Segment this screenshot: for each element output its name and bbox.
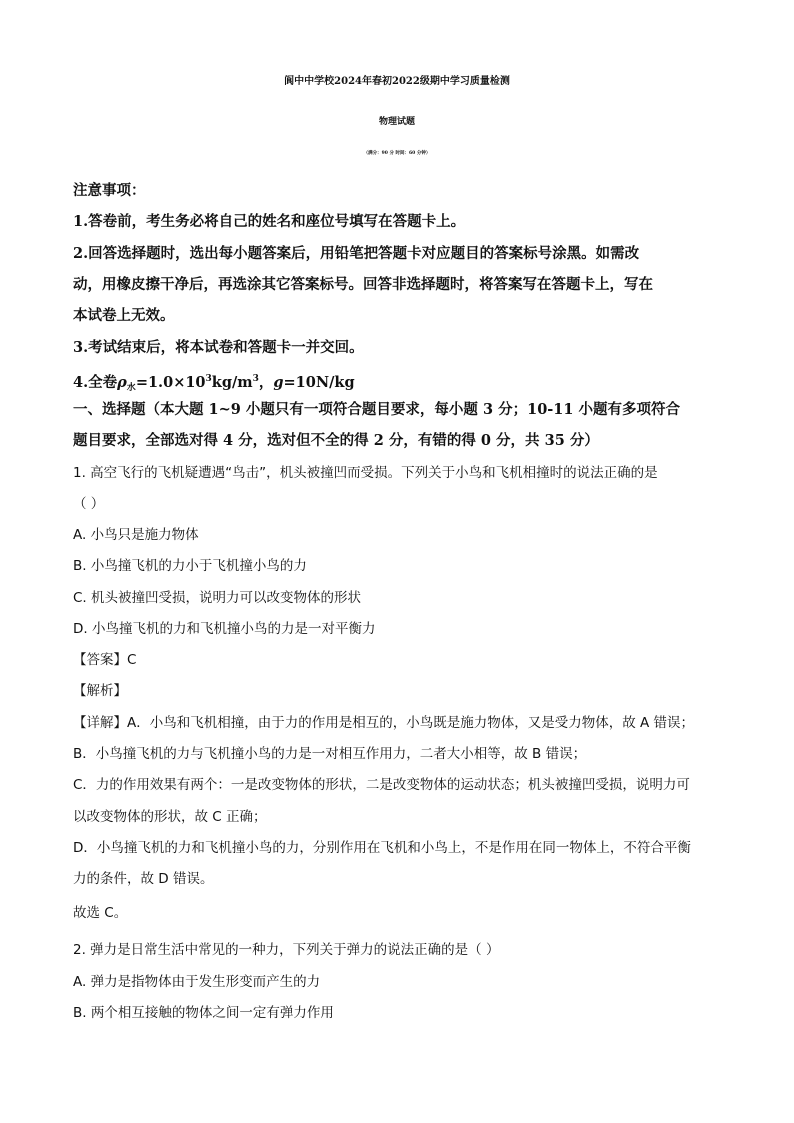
water-subscript: 水 (126, 383, 136, 393)
q1-detail-line-6: 力的条件，故 D 错误。 (73, 871, 214, 887)
q1-detail-line-3: C．力的作用效果有两个：一是改变物体的形状，二是改变物体的运动状态；机头被撞凹受损，说明力可 (73, 777, 690, 793)
note-1: 1.答卷前，考生务必将自己的姓名和座位号填写在答题卡上。 (73, 213, 466, 230)
q1-answer: 【答案】C (73, 652, 137, 668)
q2-option-b: B. 两个相互接触的物体之间一定有弹力作用 (73, 1005, 334, 1021)
q1-stem-line-1: 1. 高空飞行的飞机疑遭遇“鸟击”，机头被撞凹而受损。下列关于小鸟和飞机相撞时的说法正确的是 (73, 465, 658, 481)
exam-title: 阆中中学校2024年春初2022级期中学习质量检测 (284, 76, 510, 87)
q1-option-d: D. 小鸟撞飞机的力和飞机撞小鸟的力是一对平衡力 (73, 621, 376, 637)
q1-detail-line-1: 【详解】A．小鸟和飞机相撞，由于力的作用是相互的，小鸟既是施力物体，又是受力物体，故 A 错误； (73, 715, 695, 731)
q1-detail-line-5: D．小鸟撞飞机的力和飞机撞小鸟的力，分别作用在飞机和小鸟上，不是作用在同一物体上，不符合平衡 (73, 840, 691, 856)
section-1-line-1: 一、选择题（本大题 1~9 小题只有一项符合题目要求，每小题 3 分；10-11 小题有多项符合 (73, 401, 681, 418)
note-3: 3.考试结束后，将本试卷和答题卡一并交回。 (73, 339, 364, 356)
q1-detail-line-4: 以改变物体的形状，故 C 正确； (73, 809, 267, 825)
density-unit: kg/m (211, 374, 253, 391)
density-value: =1.0×10 (135, 374, 206, 391)
rho-symbol: ρ (117, 374, 127, 391)
note-2-line-1: 2.回答选择题时，选出每小题答案后，用铅笔把答题卡对应题目的答案标号涂黑。如需改 (73, 245, 640, 262)
notes-heading: 注意事项： (73, 182, 146, 199)
note-4-prefix: 4.全卷 (73, 374, 118, 391)
note-4-separator: ， (258, 374, 274, 391)
subject-title: 物理试题 (378, 117, 415, 127)
gravity-symbol: g (273, 374, 284, 391)
q1-stem-line-2: （ ） (73, 496, 105, 512)
q1-analysis-label: 【解析】 (73, 683, 127, 699)
note-4 (73, 370, 355, 397)
gravity-value: =10N/kg (283, 374, 355, 391)
q1-option-b: B. 小鸟撞飞机的力小于飞机撞小鸟的力 (73, 558, 307, 574)
q1-option-c: C. 机头被撞凹受损，说明力可以改变物体的形状 (73, 590, 362, 606)
section-1-line-2: 题目要求，全部选对得 4 分，选对但不全的得 2 分，有错的得 0 分，共 35 分） (73, 432, 599, 449)
note-2-line-2: 动，用橡皮擦干净后，再选涂其它答案标号。回答非选择题时，将答案写在答题卡上，写在 (73, 276, 653, 293)
note-2-line-3: 本试卷上无效。 (73, 307, 175, 324)
q1-conclusion: 故选 C。 (73, 905, 128, 921)
q1-detail-line-2: B．小鸟撞飞机的力与飞机撞小鸟的力是一对相互作用力，二者大小相等，故 B 错误； (73, 746, 587, 762)
unit-exponent: 3 (252, 374, 259, 384)
q2-option-a: A. 弹力是指物体由于发生形变而产生的力 (73, 974, 321, 990)
score-time-info: （满分：90 分 时间：60 分钟） (363, 151, 431, 156)
q1-option-a: A. 小鸟只是施力物体 (73, 527, 199, 543)
q2-stem: 2. 弹力是日常生活中常见的一种力，下列关于弹力的说法正确的是（ ） (73, 942, 500, 958)
density-exponent: 3 (205, 374, 212, 384)
